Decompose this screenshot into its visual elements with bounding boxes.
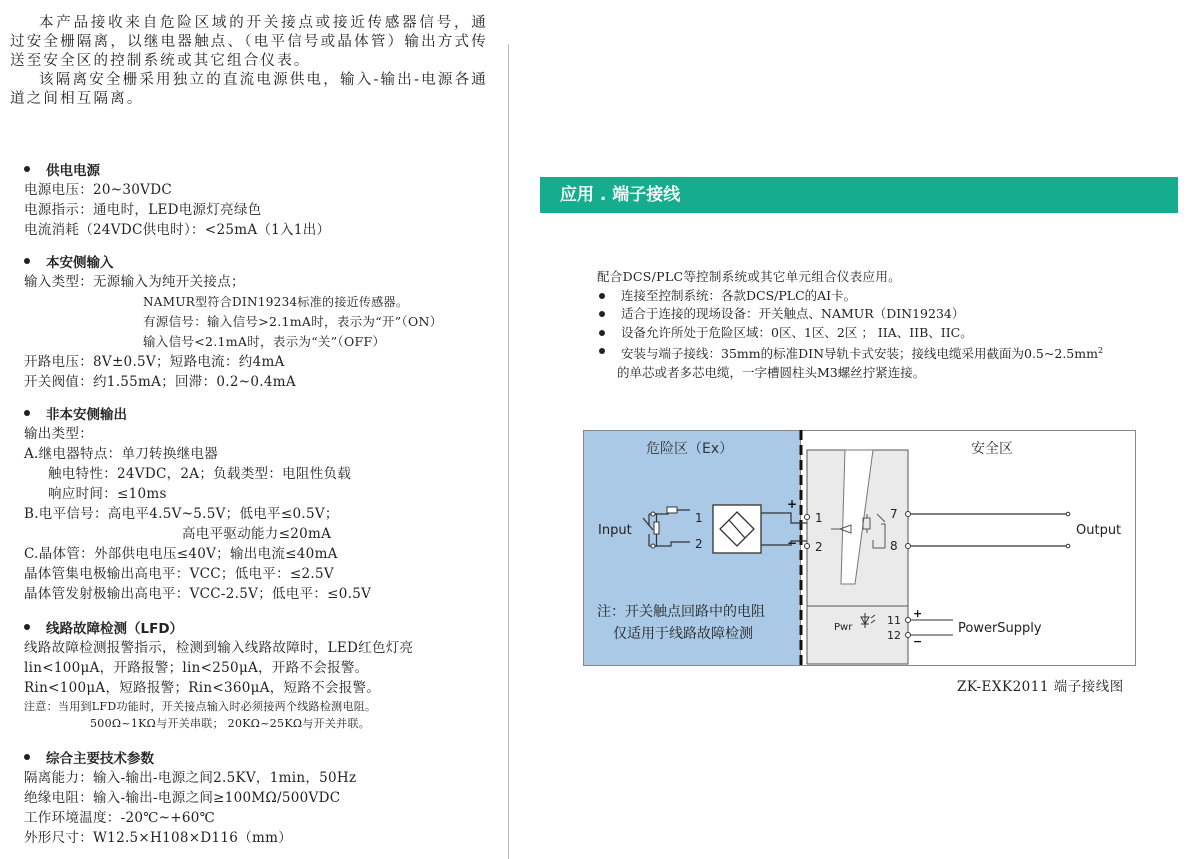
lfd-line: Rin<100μA，短路报警；Rin<360μA，短路不会报警。 [24, 680, 381, 696]
intro-paragraph-2: 该隔离安全栅采用独立的直流电源供电，输入-输出-电源各通道之间相互隔离。 [10, 72, 488, 107]
terminal-7-label: 7 [890, 507, 898, 521]
output-line: 高电平驱动能力≤20mA [182, 526, 332, 542]
sensor-terminal-1: 1 [695, 511, 703, 525]
bullet-icon [24, 410, 30, 416]
terminal-7 [906, 512, 911, 517]
application-bullet-continued: 的单芯或者多芯电缆，一字槽圆柱头M3螺丝拧紧连接。 [617, 364, 926, 380]
section-input [10, 254, 490, 392]
specs-line: 隔离能力：输入-输出-电源之间2.5KV，1min，50Hz [24, 770, 357, 786]
sensor-terminal-2: 2 [695, 537, 703, 551]
output-line: 晶体管集电极输出高电平：VCC；低电平：≤2.5V [24, 566, 334, 582]
lfd-line: lin<100μA，开路报警；lin<250μA，开路不会报警。 [24, 660, 369, 676]
application-bullet: 适合于连接的现场设备：开关触点、NAMUR（DIN19234） [597, 305, 1157, 324]
application-intro: 配合DCS/PLC等控制系统或其它单元组合仪表应用。 [597, 269, 901, 284]
input-plus: + [787, 497, 798, 511]
bullet-icon [599, 311, 605, 317]
input-label: Input [598, 523, 632, 538]
section-power [10, 162, 490, 240]
terminal-11-label: 11 [887, 614, 901, 627]
section-lfd [10, 620, 490, 732]
application-bullet: 安装与端子接线：35mm的标准DIN导轨卡式安装；接线电缆采用截面为$0.5\sim 2.5mm^2$ [597, 342, 1157, 364]
bullet-icon [24, 624, 30, 630]
input-title: 本安侧输入 [46, 255, 114, 271]
output-line: 输出类型： [24, 426, 93, 442]
lfd-line: 线路故障检测报警指示，检测到输入线路故障时，LED红色灯亮 [24, 640, 414, 656]
application-bullet: 设备允许所处于危险区域：0区、1区、2区 ； IIA、IIB、IIC。 [597, 324, 1157, 343]
power-title: 供电电源 [46, 163, 100, 179]
input-line: 输入类型：无源输入为纯开关接点； [24, 274, 245, 290]
input-minus: − [787, 536, 798, 550]
lfd-note: 注意：当用到LFD功能时，开关接点输入时必须接两个线路检测电阻。 [24, 700, 377, 713]
terminal-12-label: 12 [887, 629, 901, 642]
pwr-label: Pwr [834, 622, 853, 633]
diagram-caption: ZK-EXK2011 端子接线图 [957, 679, 1124, 695]
output-line: 晶体管发射极输出高电平：VCC-2.5V；低电平：≤0.5V [24, 586, 372, 602]
specs-title: 综合主要技术参数 [46, 751, 154, 767]
output-title: 非本安侧输出 [46, 407, 127, 423]
power-minus: − [913, 635, 923, 648]
bullet-icon [599, 330, 605, 336]
bullet-icon [599, 293, 605, 299]
bullet-icon [24, 754, 30, 760]
series-resistor-icon [667, 507, 677, 513]
output-line: 触电特性：24VDC，2A；负载类型：电阻性负载 [48, 466, 352, 482]
terminal-1 [805, 515, 810, 520]
section-specs [10, 750, 490, 848]
terminal-1-label: 1 [815, 511, 823, 525]
power-line: 电源指示：通电时，LED电源灯亮绿色 [24, 202, 262, 218]
terminal-8 [906, 544, 911, 549]
output-line: C.晶体管：外部供电电压≤40V；输出电流≤40mA [24, 546, 338, 562]
terminal-11 [906, 618, 911, 623]
terminal-8-label: 8 [890, 539, 898, 553]
application-bullet: 连接至控制系统：各款DCS/PLC的AI卡。 [597, 287, 1157, 306]
input-line: NAMUR型符合DIN19234标准的接近传感器。 [143, 295, 409, 309]
diagram-note-line-2: 仅适用于线路故障检测 [613, 626, 753, 642]
power-plus: + [913, 607, 923, 620]
diagram-note-line-1: 注：开关触点回路中的电阻 [597, 604, 765, 620]
input-line: 开关阀值：约1.55mA；回滞：0.2~0.4mA [24, 374, 296, 390]
bullet-icon [24, 166, 30, 172]
safe-label: 安全区 [971, 441, 1013, 457]
power-supply-label: PowerSupply [958, 621, 1042, 636]
intro-text [10, 14, 488, 109]
bullet-icon [24, 258, 30, 264]
output-line: 响应时间：≤10ms [48, 486, 167, 502]
specs-line: 工作环境温度：-20℃~+60℃ [24, 810, 216, 826]
application-heading: 应用 . 端子接线 [540, 177, 1178, 213]
lfd-note: 500Ω~1KΩ与开关串联； 20KΩ~25KΩ与开关并联。 [90, 717, 371, 730]
power-line: 电流消耗（24VDC供电时）：<25mA（1入1出） [24, 222, 331, 238]
output-label: Output [1076, 523, 1122, 538]
specs-line: 外形尺寸：W12.5×H108×D116（mm） [24, 830, 292, 846]
input-line: 开路电压：8V±0.5V；短路电流：约4mA [24, 354, 285, 370]
power-line: 电源电压：20~30VDC [24, 182, 172, 198]
application-text [597, 268, 1157, 382]
column-divider [508, 44, 509, 859]
specs-line: 绝缘电阻：输入-输出-电源之间≥100MΩ/500VDC [24, 790, 341, 806]
lfd-title: 线路故障检测（LFD） [46, 621, 184, 637]
intro-paragraph-1: 本产品接收来自危险区域的开关接点或接近传感器信号，通过安全栅隔离，以继电器触点、（电平信号或晶体管）输出方式传送至安全区的控制系统或其它组合仪表。 [10, 15, 488, 69]
bullet-icon [599, 348, 605, 354]
terminal-12 [906, 633, 911, 638]
section-output [10, 406, 490, 604]
input-line: 输入信号<2.1mA时，表示为“关”（OFF） [143, 334, 386, 349]
hazard-label: 危险区（Ex） [646, 441, 734, 457]
wiring-diagram [583, 430, 1136, 666]
terminal-2-label: 2 [815, 540, 823, 554]
parallel-resistor-icon [654, 522, 659, 534]
output-line: A.继电器特点：单刀转换继电器 [24, 446, 219, 462]
output-line: B.电平信号：高电平4.5V~5.5V；低电平≤0.5V； [24, 506, 339, 522]
terminal-2 [805, 544, 810, 549]
input-line: 有源信号：输入信号>2.1mA时，表示为“开”（ON） [143, 314, 443, 329]
